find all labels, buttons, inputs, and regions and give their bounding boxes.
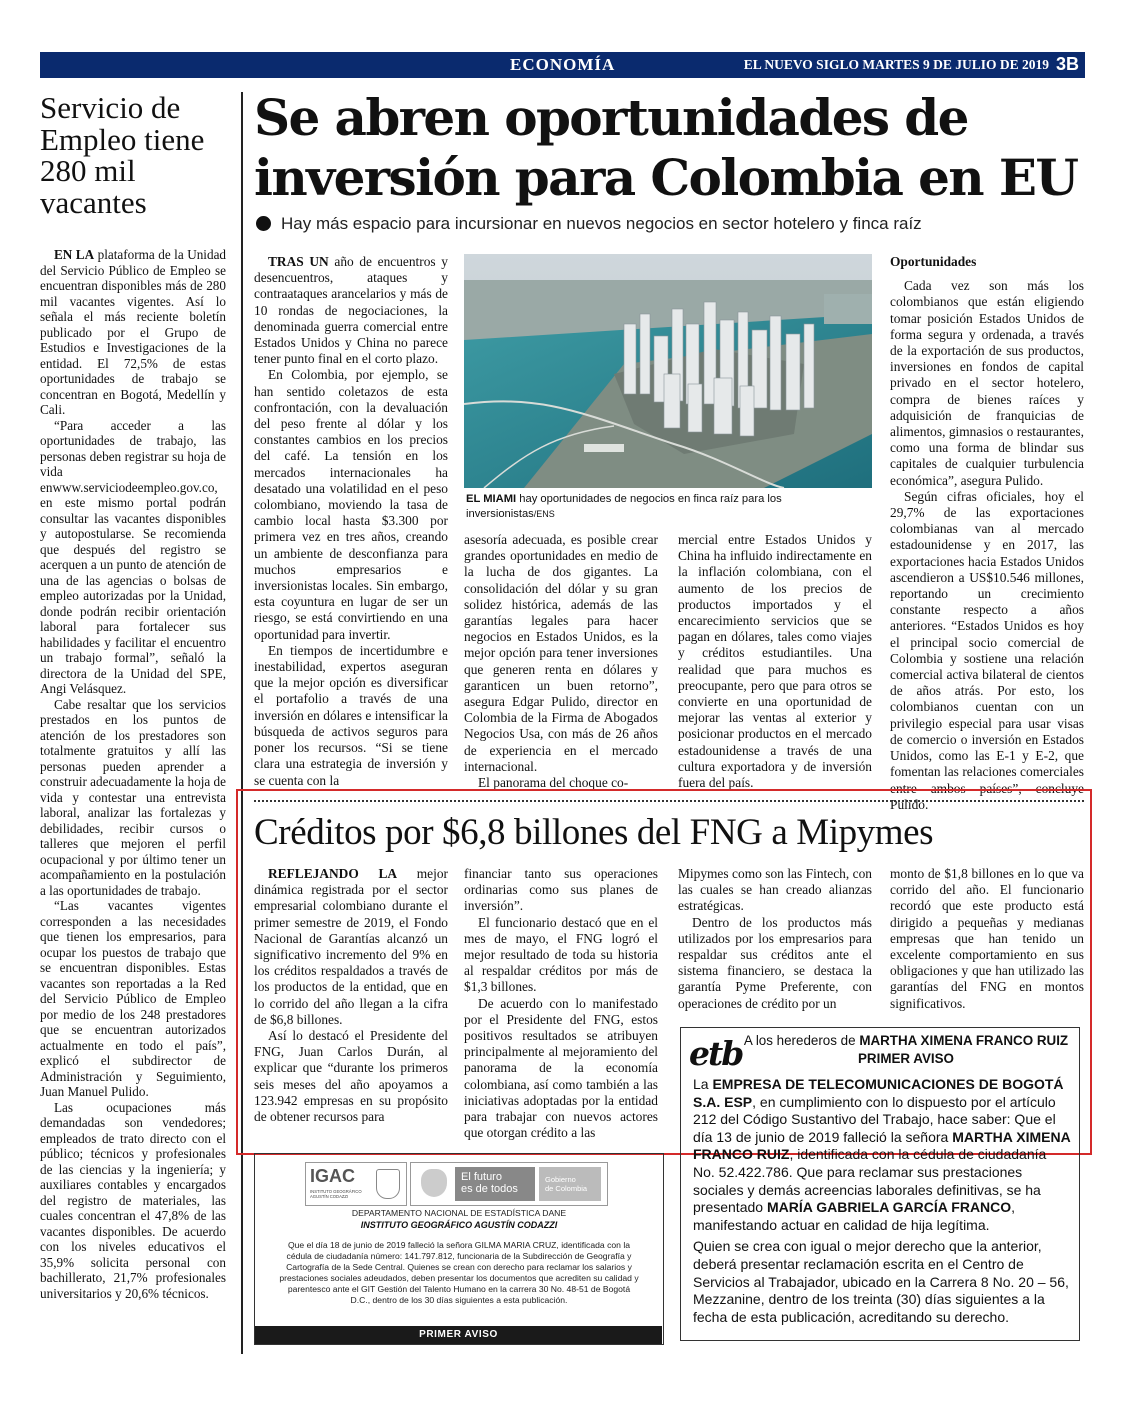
fng-paragraph: Dentro de los productos más utilizados por los empresarios para respaldar sus créditos ante el sistema financiero, se destaca la garantía Pyme Preferente, con operaciones de crédito por un <box>678 914 872 1011</box>
etb-subheading: PRIMER AVISO <box>858 1051 954 1066</box>
sidebar-paragraph: “Para acceder a las oportunidades de trabajo, las personas deben registrar su hoja de vida enwww.serviciodeempleo.gov.co, en este mismo portal podrán consultar las vacantes disponibles y autopostularse. Se recomienda que después del registro se acerquen a un punto de atención de una de las agencias o bolsas de empleo autorizadas por la Unidad, donde podrán recibir orientación laboral para fortalecer sus habilidades y facilitar el encuentro un trabajo formal”, señaló la directora de la Unidad del SPE, Angi Velásquez. <box>40 417 227 696</box>
etb-text: , manifestando actuar en calidad de hija legítima. <box>693 1199 1016 1233</box>
etb-paragraph <box>693 1076 1071 1234</box>
fng-paragraph: monto de $1,8 billones en lo que va corrido del año. El funcionario recordó que este producto está dirigido a pequeñas y medianas empresas que han tenido un excelente comportamiento en sus obligaciones y que han utilizado las garantías del FNG en montos significativos. <box>890 866 1084 1011</box>
gov-label-block <box>539 1167 601 1201</box>
gov-logo <box>410 1162 608 1206</box>
igac-logo-subtext: INSTITUTO GEOGRÁFICO AGUSTÍN CODAZZI <box>310 1189 362 1199</box>
column-divider <box>241 92 243 1354</box>
miami-aerial-photo <box>464 254 872 488</box>
main-lead: TRAS UN <box>268 254 329 269</box>
main-paragraph: El panorama del choque co- <box>478 775 629 791</box>
main-paragraph: mercial entre Estados Unidos y China ha influido indirectamente en la inflación colombiana, con el aumento de los precios de productos importados y el encarecimiento servicios que se pagan en dólares, tales como viajes y créditos estudiantiles. Una realidad que para muchos es preocupante, pero que para otros se convierte en una oportunidad de mejorar las ventas al exterior y posicionar productos en el mercado estadounidense a través de una cultura exportadora y de inversión fuera del país. <box>678 532 872 791</box>
igac-notice <box>254 1153 664 1345</box>
etb-text: La <box>693 1076 709 1092</box>
sidebar-paragraph: Las ocupaciones más demandadas son vendedores; empleados de trato directo con el público; técnicos y profesionales de las ciencias y la ingeniería; y auxiliares contables y encargados del registro de materiales, las cuales concentran el 47,8% de las vacantes disponibles. De acuerdo con los niveles educativos el 35,9% solicita personal con bachillerato, 21,7% profesionales universitarios y 20,6% técnicos. <box>40 1099 226 1301</box>
gov-slogan-block <box>455 1167 535 1201</box>
igac-institute: INSTITUTO GEOGRÁFICO AGUSTÍN CODAZZI <box>360 1220 558 1230</box>
main-paragraph: Cada vez son más los colombianos que están eligiendo tomar posición Estados Unidos de forma segura y ordenada, a través de la exportación de sus productos, inversiones en fondos de capital privado en el sector hotelero, compra de bienes raíces y adquisición de franquicias de alimentos, gimnasios o restaurantes, como una forma de blindar sus capitales de cualquier turbulencia económica”, asegura Pulido. <box>890 278 1084 488</box>
etb-heading-prefix: A los herederos de <box>743 1033 856 1048</box>
page-number: 3B <box>1055 54 1079 74</box>
main-headline-line: inversión para Colombia en EU <box>254 148 1078 207</box>
main-headline <box>254 88 1084 208</box>
photo-caption-bold: EL MIAMI <box>466 493 517 505</box>
etb-heading <box>741 1032 1071 1050</box>
main-subhead-text: Hay más espacio para incursionar en nuevos negocios en sector hotelero y finca raíz <box>281 214 922 233</box>
sidebar-paragraph: “Las vacantes vigentes corresponden a las necesidades que tienen los empresarios, para ocupar los puestos de trabajo que se encuentran disponibles. Estas vacantes son reportadas a la Red del Servicio Público de Empleo por medio de los 248 prestadores que se encuentran autorizados actualmente en todo el país”, explicó el subdirector de Administración y Seguimiento, Juan Manuel Pulido. <box>40 898 226 1099</box>
fng-paragraph: financiar tanto sus operaciones ordinarias como sus planes de inversión”. <box>464 866 658 914</box>
fng-paragraph: Así lo destacó el Presidente del FNG, Juan Carlos Durán, al explicar que “durante los primeros seis meses del año apoyamos a 123.942 empresas en su propósito de obtener recursos para <box>254 1028 448 1125</box>
section-name: ECONOMÍA <box>510 55 616 74</box>
section-header-bar <box>40 52 1085 78</box>
fng-article-col4 <box>890 866 1084 1012</box>
bullet-icon <box>256 216 271 231</box>
igac-logo <box>305 1162 407 1206</box>
fng-paragraph: mejor dinámica registrada por el sector empresarial colombiano durante el primer semestre de 2019, el Fondo Nacional de Garantías alcanzó un significativo incremento del 9% en los créditos respaldados a través de los productos de la entidad, que en lo corrido del año llegan a la cifra de $6,8 billones. <box>254 866 448 1027</box>
igac-footer: PRIMER AVISO <box>255 1326 662 1344</box>
fng-article-col1 <box>254 866 448 1125</box>
sidebar-lead: EN LA <box>54 247 95 262</box>
igac-dept-line: DEPARTAMENTO NACIONAL DE ESTADÍSTICA DANE <box>351 1208 567 1218</box>
gov-label-line: de Colombia <box>545 1184 588 1193</box>
main-paragraph: Según cifras oficiales, hoy el 29,7% de las exportaciones colombianas van al mercado estadounidense y en 2017, las exportaciones hacia Estados Unidos ascendieron a US$10.546 millones, reportando un crecimiento constante respecto a años anteriores. “Estados Unidos es hoy el principal socio comercial de Colombia y sostiene una relación comercial activa bilateral de cientos de años atrás. Por esto, los colombianos cuentan con un privilegio especial para usar visas de comercio o inversión en Estados Unidos, como las E-1 y E-2, que fomentan las relaciones comerciales entre ambos países”, concluye Pulido. <box>890 488 1084 812</box>
main-paragraph: En tiempos de incertidumbre e inestabilidad, expertos aseguran que la mejor opción es diversificar el portafolio a través de una inversión en dólares e intensificar la búsqueda de activos seguros para poner los recursos. “Si se tiene clara una estrategia de inversión y se cuenta con la <box>254 642 448 788</box>
fng-headline: Créditos por $6,8 billones del FNG a Mipymes <box>254 812 934 853</box>
main-paragraph: año de encuentros y desencuentros, ataques y contraataques arancelarios y más de 10 rondas de negociaciones, la denominada guerra comercial entre Estados Unidos y China no parece tener punto final en el corto plazo. <box>254 254 448 367</box>
etb-logo: etb <box>689 1034 743 1073</box>
photo-caption <box>466 492 870 521</box>
sidebar-article <box>40 247 226 1301</box>
etb-notice <box>680 1027 1080 1341</box>
etb-company: EMPRESA DE TELECOMUNICACIONES DE BOGOTÁ S.A. ESP <box>693 1076 1064 1110</box>
coat-of-arms-icon <box>421 1169 447 1197</box>
etb-heading-name: MARTHA XIMENA FRANCO RUIZ <box>859 1033 1069 1048</box>
sidebar-paragraph: plataforma de la Unidad del Servicio Público de Empleo se encuentran disponibles más de 280 mil vacantes vigentes. Así lo señala el más reciente boletín publicado por el Grupo de Estudios e Investigaciones de la entidad. El 72,5% de estas oportunidades de trabajo se concentran en Bogotá, Medellín y Cali. <box>40 247 227 417</box>
main-article-col3 <box>678 532 872 791</box>
etb-text: , en cumplimiento con lo dispuesto por el artículo 212 del Código Sustantivo del Trabajo, hace saber: Que el día 13 de junio de 2019 falleció la señora <box>693 1093 1056 1145</box>
fng-paragraph: De acuerdo con lo manifestado por el Presidente del FNG, estos positivos resultados se atribuyen principalmente al mejoramiento del panorama de la economía colombiana, así como también a las iniciativas adoptadas por la entidad para trabajar con nuevos actores que otorgan crédito a las <box>464 995 658 1141</box>
fng-article-col3 <box>678 866 872 1012</box>
main-article-col1 <box>254 254 448 789</box>
main-headline-line: Se abren oportunidades de <box>254 88 968 147</box>
fng-lead: REFLEJANDO LA <box>268 866 398 881</box>
city-aerial-illustration <box>464 254 872 488</box>
etb-body <box>693 1076 1071 1330</box>
sidebar-headline: Servicio de Empleo tiene 280 mil vacantes <box>40 90 205 220</box>
gov-slogan-line: El futuro <box>461 1171 502 1183</box>
oportunidades-subhead: Oportunidades <box>890 254 977 269</box>
igac-logo-text: IGAC <box>310 1166 355 1186</box>
fng-article-col2 <box>464 866 658 1141</box>
gov-label-line: Gobierno <box>545 1175 576 1184</box>
masthead-date: EL NUEVO SIGLO MARTES 9 DE JULIO DE 2019 <box>743 57 1049 72</box>
main-subhead <box>256 214 1086 234</box>
main-paragraph: En Colombia, por ejemplo, se han sentido coletazos de esta confrontación, con la devaluación del peso frente al dólar y los constantes cambios en los precios del café. La tensión en los mercados internacionales ha desatado una volatilidad en el peso colombiano, moviendo la tasa de cambio local hasta $3.300 por primera vez en tres años, creando un ambiente de desconfianza para muchos empresarios e inversionistas locales. Sin embargo, esta coyuntura en lugar de ser un riesgo, se está convirtiendo en una oportunidad para invertir. <box>254 367 448 642</box>
main-article-col2 <box>464 532 658 791</box>
igac-body: Que el día 18 de junio de 2019 falleció la señora GILMA MARIA CRUZ, identificada con la cédula de ciudadanía número: 141.797.812, funcionaria de la Subdirección de Geografía y Cartografía de la Sede Central. Quienes se crean con derecho para reclamar los salarios y prestaciones sociales adeudados, deben presentar los documentos que acrediten su calidad y parentesco ante el GIT Gestión del Talento Humano en la carrera 30 No. 48-51 de Bogotá D.C., dentro de los 30 días siguientes a esta publicación. <box>279 1240 639 1305</box>
etb-deceased-name: MARTHA XIMENA FRANCO RUIZ <box>693 1128 1071 1163</box>
main-article-col4 <box>890 254 1084 813</box>
main-paragraph: asesoría adecuada, es posible crear grandes oportunidades en medio de la lucha de dos gigantes. La consolidación del dólar y su gran solidez histórica, además de las garantías legales para hacer negocios en Estados Unidos, es la mejor opción para tener inversiones que generen renta en dólares y garanticen un buen retorno”, asegura Edgar Pulido, director en Colombia de la Firma de Abogados Negocios Usa, con más de 26 años de experiencia en el mercado internacional. <box>464 532 658 774</box>
etb-paragraph: Quien se crea con igual o mejor derecho que la anterior, deberá presentar reclamación escrita en el Centro de Servicios al Trabajador, ubicado en la Carrera 8 No. 20 – 56, Mezzanine, dentro de los treinta (30) días siguientes a la fecha de esta publicación, acreditando su derecho. <box>693 1238 1069 1325</box>
photo-credit: /ENS <box>533 508 555 519</box>
fng-paragraph: Mipymes como son las Fintech, con las cuales se han creado alianzas estratégicas. <box>678 866 872 914</box>
etb-claimant-name: MARÍA GABRIELA GARCÍA FRANCO <box>766 1199 1012 1216</box>
gov-slogan-line: es de todos <box>461 1183 518 1195</box>
sidebar-paragraph: Cabe resaltar que los servicios prestados en los puntos de atención de los prestadores son totalmente gratuitos y allí las personas pueden aprender a construir adecuadamente la hoja de vida y contestar una entrevista laboral, analizar las fortalezas y debilidades, recibir cursos o talleres que mejoren el perfil ocupacional y por último tener un acompañamiento en la postulación a las oportunidades de trabajo. <box>40 696 227 898</box>
etb-text: , identificada con la cédula de ciudadanía No. 52.422.786. Que para reclamar sus prestaciones sociales y demás acreencias laborales definitivas, se ha presentado <box>693 1146 1047 1216</box>
photo-caption-text: hay oportunidades de negocios en finca raíz para los inversionistas <box>466 493 782 520</box>
colombia-shield-icon <box>376 1169 400 1199</box>
fng-paragraph: El funcionario destacó que en el mes de mayo, el FNG logró el mejor resultado de toda su historia al respaldar créditos por más de $1,3 billones. <box>464 914 658 995</box>
